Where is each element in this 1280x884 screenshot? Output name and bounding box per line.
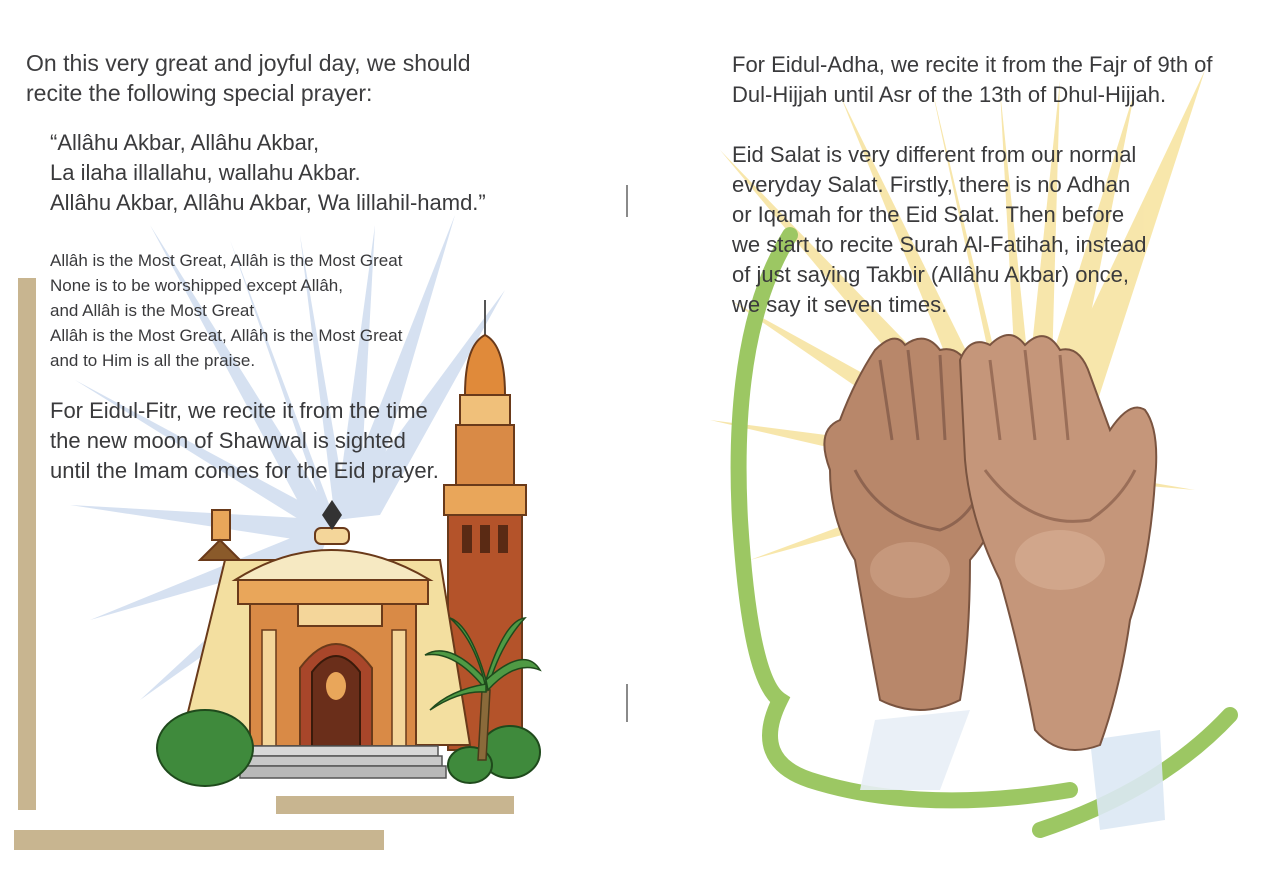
eid-salat-paragraph (732, 140, 1272, 320)
translation-line: Allâh is the Most Great, Allâh is the Most Great (50, 326, 403, 345)
translation-line: and to Him is all the praise. (50, 351, 256, 370)
salat-line: Eid Salat is very different from our normal (732, 142, 1137, 167)
gutter-staple-mark (626, 684, 628, 722)
salat-line: we start to recite Surah Al-Fatihah, instead (732, 232, 1147, 257)
salat-line: everyday Salat. Firstly, there is no Adhan (732, 172, 1131, 197)
intro-paragraph (26, 48, 546, 108)
translation-line: None is to be worshipped except Allâh, (50, 276, 343, 295)
right-page-illustration (640, 0, 1280, 884)
eidul-adha-paragraph (732, 50, 1272, 110)
fitr-line: until the Imam comes for the Eid prayer. (50, 458, 439, 483)
tan-frame-bar-bottom (14, 830, 384, 850)
intro-line: recite the following special prayer: (26, 80, 373, 106)
salat-line: we say it seven times. (732, 292, 948, 317)
prayer-line: La ilaha illallahu, wallahu Akbar. (50, 160, 361, 185)
adha-line: Dul-Hijjah until Asr of the 13th of Dhul-Hijjah. (732, 82, 1167, 107)
eidul-fitr-paragraph (50, 396, 570, 486)
salat-line: or Iqamah for the Eid Salat. Then before (732, 202, 1125, 227)
prayer-line: “Allâhu Akbar, Allâhu Akbar, (50, 130, 320, 155)
tan-frame-bar-vertical (18, 278, 36, 810)
fitr-line: the new moon of Shawwal is sighted (50, 428, 406, 453)
intro-line: On this very great and joyful day, we should (26, 50, 471, 76)
prayer-quote (50, 128, 570, 218)
prayer-line: Allâhu Akbar, Allâhu Akbar, Wa lillahil-hamd.” (50, 190, 486, 215)
right-page (640, 0, 1280, 884)
tan-frame-bar-short (276, 796, 514, 814)
gutter-staple-mark (626, 185, 628, 217)
prayer-translation (50, 248, 570, 373)
adha-line: For Eidul-Adha, we recite it from the Fajr of 9th of (732, 52, 1213, 77)
praying-hands-illustration (824, 335, 1165, 830)
salat-line: of just saying Takbir (Allâhu Akbar) once, (732, 262, 1130, 287)
translation-line: and Allâh is the Most Great (50, 301, 255, 320)
fitr-line: For Eidul-Fitr, we recite it from the time (50, 398, 428, 423)
translation-line: Allâh is the Most Great, Allâh is the Most Great (50, 251, 403, 270)
